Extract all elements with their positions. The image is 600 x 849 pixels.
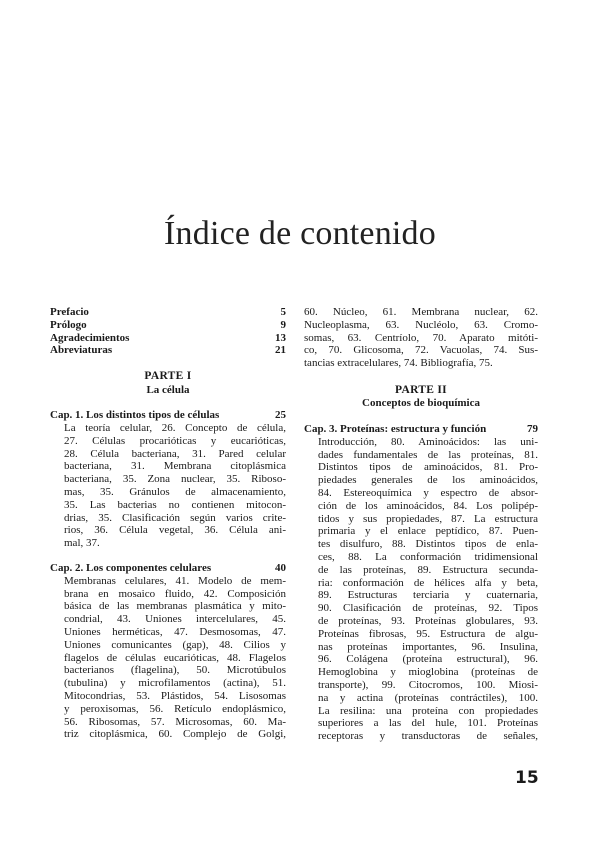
chapter-contents-line: na y actina (proteínas contráctiles), 100. xyxy=(318,691,538,704)
chapter-contents-line: (tubulina) y microfilamentos (actina), 51. xyxy=(64,677,286,690)
entry-label: Prefacio xyxy=(50,306,89,318)
entry-page: 13 xyxy=(275,331,286,344)
chapter-contents-line: y peroxisomas, 56. Retículo endoplásmico, xyxy=(64,702,286,715)
chapter-contents-line: ción de los aminoácidos, 84. Los polipép- xyxy=(318,499,538,512)
part-2-heading xyxy=(304,384,538,411)
chapter-contents-line: ria: conformación de hélices alfa y beta, xyxy=(318,576,538,589)
chapter-contents-line: tancias extracelulares, 74. Bibliografía, 75. xyxy=(304,357,493,370)
chapter-contents-line: Uniones herméticas, 47. Desmosomas, 47. xyxy=(64,625,286,638)
chapter-contents-line: de proteínas, 93. Proteínas globulares, 93. xyxy=(318,614,538,627)
toc-left-column xyxy=(50,306,286,753)
chapter-contents-line: 89. Estructuras terciaria y cuaternaria, xyxy=(318,589,538,602)
chapter-contents-line: flagelos de células eucarióticas, 48. Flagelos xyxy=(64,651,286,664)
chapter-contents-line: dades fundamentales de las proteínas, 81. xyxy=(318,448,538,461)
chapter-contents-line: 28. Célula bacteriana, 31. Pared celular xyxy=(64,447,286,460)
toc-entry xyxy=(50,344,286,357)
chapter-entry xyxy=(304,423,538,743)
entry-page: 5 xyxy=(280,306,286,318)
chapter-contents-line: La resilina: una proteína con propiedades xyxy=(318,704,538,717)
entry-page: 9 xyxy=(280,318,286,331)
chapter-contents-line: triz citoplásmica, 60. Complejo de Golgi, xyxy=(64,728,286,741)
entry-label: Abreviaturas xyxy=(50,344,113,357)
chapter-contents-line: condrial, 43. Uniones intercelulares, 45. xyxy=(64,613,286,626)
chapter-contents-line: mal, 37. xyxy=(64,537,100,550)
chapter-contents-line: bacterianos (flagelina), 50. Microtúbulos xyxy=(64,664,286,677)
chapter-page: 79 xyxy=(527,422,538,435)
chapter-contents-line: nas proteínas importantes, 96. Insulina, xyxy=(318,640,538,653)
chapter-contents-line: Nucleoplasma, 63. Nucléolo, 63. Cromo- xyxy=(304,318,538,331)
chapter-contents-line: somas, 63. Centríolo, 70. Aparato mitóti- xyxy=(304,331,538,344)
chapter-contents-line: primaria y el enlace peptídico, 87. Puen- xyxy=(318,525,538,538)
chapter-contents-line: 27. Células procarióticas y eucarióticas, xyxy=(64,434,286,447)
chapter-contents-line: tidos y sus propiedades, 87. La estructura xyxy=(318,512,538,525)
chapter-contents-line: Proteínas fibrosas, 95. Estructura de algu- xyxy=(318,627,538,640)
chapter-contents-line: Hemoglobina y mioglobina (proteínas de xyxy=(318,666,538,679)
chapter-entry xyxy=(50,562,286,741)
chapter-title: Cap. 3. Proteínas: estructura y función xyxy=(304,422,487,435)
chapter-contents-line: 60. Núcleo, 61. Membrana nuclear, 62. xyxy=(304,306,538,318)
chapter-contents-line: drias, 35. Clasificación según varios crite- xyxy=(64,511,286,524)
chapter-contents-line: mas, 35. Gránulos de almacenamiento, xyxy=(64,485,286,498)
part-1-heading xyxy=(50,370,286,397)
toc-right-column xyxy=(304,306,538,755)
chapter-contents-line: 56. Ribosomas, 57. Microsomas, 60. Ma- xyxy=(64,715,286,728)
page-number: 15 xyxy=(515,768,539,788)
chapter-contents-line: 96. Colágena (proteína estructural), 96. xyxy=(318,653,538,666)
part-2-chapters xyxy=(304,423,538,743)
entry-page: 21 xyxy=(275,344,286,357)
chapter-heading xyxy=(50,409,286,422)
toc-entry xyxy=(50,332,286,345)
front-matter-list xyxy=(50,306,286,357)
part-name: La célula xyxy=(146,383,190,396)
chapter-contents-line: piedades generales de los aminoácidos, xyxy=(318,474,538,487)
chapter-title: Cap. 2. Los componentes celulares xyxy=(50,561,212,574)
entry-label: Agradecimientos xyxy=(50,331,130,344)
chapter-heading xyxy=(304,423,538,436)
chapter-contents-line: superiores a las del hule, 101. Proteínas xyxy=(318,717,538,730)
toc-entry xyxy=(50,319,286,332)
chapter-contents-line: rios, 36. Célula vegetal, 36. Célula ani- xyxy=(64,524,286,537)
chapter-contents-line: 35. Las bacterias no contienen mitocon- xyxy=(64,498,286,511)
chapter-contents-line: transporte), 99. Citocromos, 100. Miosi- xyxy=(318,678,538,691)
part-number: PARTE II xyxy=(395,383,447,396)
chapter-contents-line: co, 70. Glicosoma, 72. Vacuolas, 74. Sus- xyxy=(304,344,538,357)
chapter-entry xyxy=(50,409,286,550)
chapter-page: 40 xyxy=(275,561,286,574)
chapter-page: 25 xyxy=(275,409,286,422)
chapter-contents-line: bacteriana, 35. Zona nuclear, 35. Riboso- xyxy=(64,473,286,486)
page-title: Índice de contenido xyxy=(164,214,436,252)
part-1-chapters xyxy=(50,409,286,741)
chapter-contents-line: receptoras y transductoras de señales, xyxy=(318,730,538,743)
part-number: PARTE I xyxy=(144,370,192,383)
chapter-contents-line: básica de las membranas plasmática y mito- xyxy=(64,600,286,613)
chapter-2-continuation xyxy=(304,306,538,370)
toc-entry xyxy=(50,306,286,319)
chapter-contents-line: Mitocondrias, 53. Plástidos, 54. Lisosomas xyxy=(64,689,286,702)
chapter-contents-line: Membranas celulares, 41. Modelo de mem- xyxy=(64,574,286,587)
part-name: Conceptos de bioquímica xyxy=(362,397,480,410)
entry-label: Prólogo xyxy=(50,318,87,331)
chapter-contents-line: de las proteínas, 89. Estructura secunda- xyxy=(318,563,538,576)
chapter-contents-line: La teoría celular, 26. Concepto de célula, xyxy=(64,421,286,434)
chapter-contents-line: Introducción, 80. Aminoácidos: las uni- xyxy=(318,435,538,448)
chapter-contents-line: 90. Clasificación de proteínas, 92. Tipos xyxy=(318,602,538,615)
chapter-contents-line: ces, 88. La conformación tridimensional xyxy=(318,550,538,563)
chapter-heading xyxy=(50,562,286,575)
chapter-contents-line: brana en mosaico fluido, 42. Composición xyxy=(64,587,286,600)
chapter-contents-line: bacteriana, 31. Membrana citoplásmica xyxy=(64,460,286,473)
chapter-title: Cap. 1. Los distintos tipos de células xyxy=(50,409,220,422)
chapter-contents-line: Uniones comunicantes (gap), 48. Cilios y xyxy=(64,638,286,651)
chapter-contents-line: 84. Estereoquímica y espectro de absor- xyxy=(318,486,538,499)
chapter-contents-line: Distintos tipos de aminoácidos, 81. Pro- xyxy=(318,461,538,474)
chapter-contents-line: tes disulfuro, 88. Distintos tipos de enla- xyxy=(318,538,538,551)
